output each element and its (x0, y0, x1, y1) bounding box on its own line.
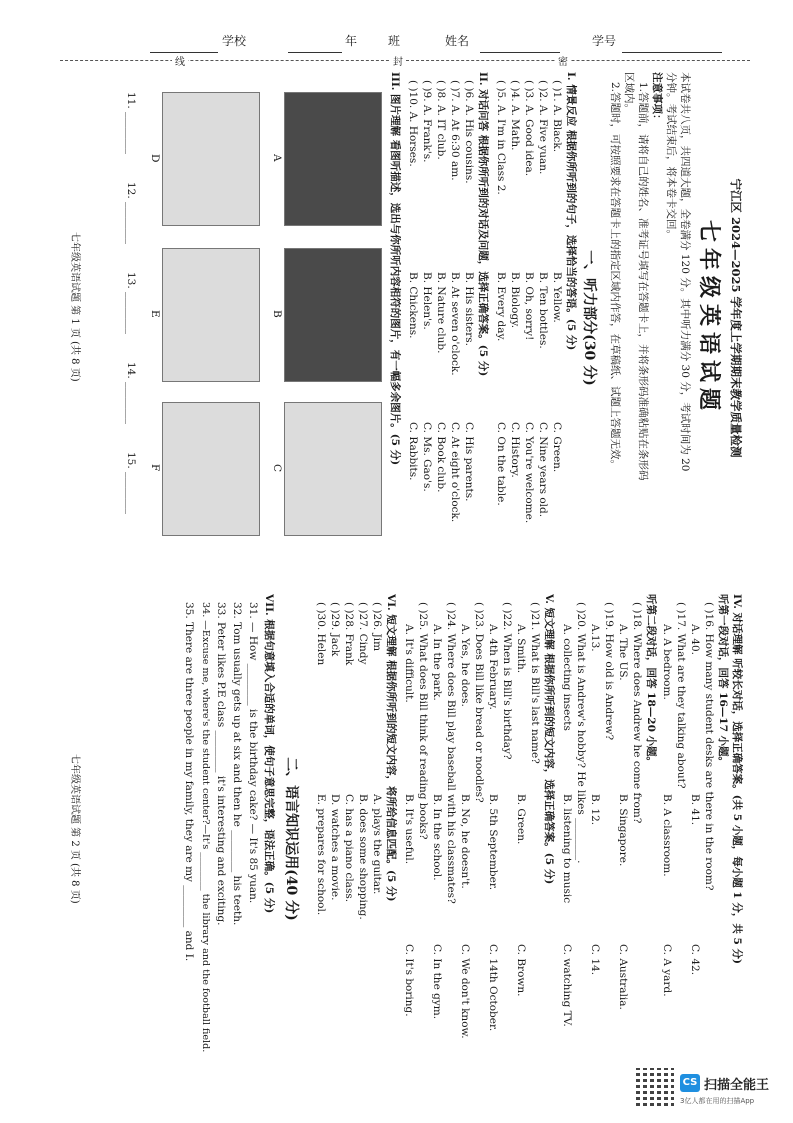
picture-a (284, 92, 382, 226)
picture-label: E (149, 310, 161, 318)
intro-line: 分钟。考试结束后，将本卷卡交回。 (665, 72, 677, 240)
option: B. Biology. (509, 272, 521, 329)
picture-label: D (149, 154, 161, 163)
picture-label: A (271, 154, 283, 162)
answer-blank-13[interactable]: 13. ________ (125, 272, 137, 335)
part7-heading: VII. 根据句意填入合适的单词，使句子意思完整，语法正确。(5 分) (263, 594, 275, 914)
option: C. On the table. (495, 422, 507, 506)
intro-line: 1.答题前，请将自己的姓名、准考证号填写在答题卡上，并将条形码准确粘贴在条形码 (637, 82, 649, 481)
option: B. It's useful. (403, 794, 415, 865)
option: B. Ten bottles. (537, 272, 549, 349)
picture-f (162, 402, 260, 536)
dialog1-note: 听第一段对话，回答 16—17 小题。 (717, 594, 729, 768)
option: C. 14th October. (487, 944, 499, 1032)
option: A. collecting insects (561, 624, 573, 731)
part3-heading: III. 图片理解 看图听描述，选出与你所听内容相符的图片，有一幅多余图片。(5 分) (389, 72, 401, 466)
dialog2-note: 听第二段对话，回答 18—20 小题。 (645, 594, 657, 768)
option: B. Yellow. (551, 272, 563, 323)
answer-blank-11[interactable]: 11. ________ (125, 92, 137, 155)
option: C. Green. (551, 422, 563, 473)
question-7: ( )7. A. At 6:30 am. (449, 80, 461, 181)
option: B. Singapore. (617, 794, 629, 867)
picture-e (162, 248, 260, 382)
answer-blank-14[interactable]: 14. ________ (125, 362, 137, 425)
option: A. It's difficult. (403, 624, 415, 703)
match-option: A. plays the guitar. (371, 794, 383, 895)
part6-heading: VI. 短文理解 根据你所听到的短文内容，将所给信息匹配。(5 分) (385, 594, 397, 902)
class-label: 班 (388, 34, 401, 48)
picture-label: B (271, 310, 283, 318)
option: B. A classroom. (661, 794, 673, 877)
question-34: 34. —Excuse me, where's the student center?—It's ________ the library and the football field. (200, 602, 211, 1053)
listening-section-title: 一、听力部分(30 分) (581, 250, 597, 386)
option: A. 4th February. (487, 624, 499, 710)
exam-page-2 (60, 594, 750, 1084)
option: B. No, he doesn't. (459, 794, 471, 889)
option: B. Every day. (495, 272, 507, 342)
option: C. Book club. (435, 422, 447, 493)
option: C. We don't know. (459, 944, 471, 1039)
match-item: ( )29. Jack (329, 602, 341, 657)
option: A. Smith. (515, 624, 527, 674)
question-19: ( )19. How old is Andrew? (603, 602, 615, 741)
option: B. Green. (515, 794, 527, 845)
question-23: ( )23. Does Bill like bread or noodles? (473, 602, 485, 803)
option: A. Yes, he does. (459, 624, 471, 707)
question-6: ( )6. A. His cousins. (463, 80, 475, 184)
intro-line: 本试卷共八页，共四道大题，全卷满分 120 分。其中听力满分 30 分，考试时间为 20 (679, 72, 691, 472)
notes-heading: 注意事项： (651, 72, 663, 125)
seal-char-xian: 线 (172, 53, 188, 68)
option: C. Rabbits. (407, 422, 419, 481)
exam-header (60, 20, 750, 68)
school-label: 学校 (222, 34, 247, 48)
rotated-exam-sheet (60, 72, 750, 1087)
question-16: ( )16. How many student desks are there in the room? (703, 602, 715, 891)
question-8: ( )8. A. IT club. (435, 80, 447, 160)
page-footer: 七年级英语试题 第 2 页 (共 8 页) (69, 754, 80, 904)
option: A. A bedroom. (661, 624, 673, 700)
question-31: 31. — How ________ is the birthday cake? — It's 85 yuan. (247, 602, 259, 904)
option: C. It's boring. (403, 944, 415, 1017)
option: C. History. (509, 422, 521, 478)
name-label: 姓名 (445, 34, 470, 48)
question-24: ( )24. Where does Bill play baseball with his classmates? (445, 602, 457, 904)
scanner-watermark (636, 1068, 776, 1112)
option: B. Oh, sorry! (523, 272, 535, 341)
option: B. Nature club. (435, 272, 447, 354)
intro-line: 区域内。 (623, 72, 635, 114)
seal-line (60, 57, 750, 68)
option: B. His sisters. (463, 272, 475, 346)
question-35: 35. There are three people in my family, they are my ________ and I. (183, 602, 195, 962)
option: C. In the gym. (431, 944, 443, 1020)
picture-c (284, 402, 382, 536)
option: A. The US. (617, 624, 629, 681)
option: B. listening to music (561, 794, 573, 904)
question-20: ( )20. What is Andrew's hobby? He likes ________. (575, 602, 587, 864)
option: B. 41. (689, 794, 701, 826)
question-5: ( )5. A. I'm in Class 2. (495, 80, 507, 195)
exam-page-1 (60, 72, 750, 564)
scanner-tagline: 3亿人都在用的扫描App (680, 1097, 755, 1105)
intro-line: 2.答题时，可按照要求在答题卡上的指定区域内作答，在草稿纸、试题上答题无效。 (609, 82, 621, 471)
part4-heading: IV. 对话理解 听较长对话，选择正确答案。(共 5 小题，每小题 1 分，共 5 分) (731, 594, 743, 964)
seal-char-mi: 密 (555, 53, 571, 68)
option: C. Ms. Gao's. (421, 422, 433, 492)
picture-b (284, 248, 382, 382)
option: C. Nine years old. (537, 422, 549, 518)
part1-heading: I. 情景反应 根据你所听到的句子，选择恰当的答语。(5 分) (565, 72, 577, 351)
exam-title-line1: 宁江区 2024—2025 学年度上学期期末教学质量检测 (729, 178, 743, 458)
option: C. A yard. (661, 944, 673, 997)
option: B. In the school. (431, 794, 443, 881)
exam-title: 七年级英语试题 (696, 219, 722, 416)
question-18: ( )18. Where does Andrew he come from? (631, 602, 643, 824)
question-10: ( )10. A. Horses. (407, 80, 419, 167)
option: C. You're welcome. (523, 422, 535, 524)
picture-label: C (271, 464, 283, 473)
question-33: 33. Peter likes P.E class ________ it's interesting and exciting. (215, 602, 227, 926)
question-25: ( )25. What does Bill think of reading books? (417, 602, 429, 840)
page-footer: 七年级英语试题 第 1 页 (共 8 页) (69, 232, 80, 382)
option: C. His parents. (463, 422, 475, 502)
match-option: C. has a piano class. (343, 794, 355, 903)
scanner-app-name: 扫描全能王 (704, 1078, 770, 1093)
answer-blank-15[interactable]: 15. ________ (125, 452, 137, 515)
match-option: D. watches a movie. (329, 794, 341, 901)
option: C. 14. (589, 944, 601, 976)
picture-label: F (149, 464, 161, 472)
option: A.13. (589, 624, 601, 652)
part5-heading: V. 短文理解 根据你所听到的短文内容，选择正确答案。(5 分) (543, 594, 555, 885)
question-1: ( )1. A. Black. (551, 80, 563, 153)
option: A. 40. (689, 624, 701, 655)
camscanner-logo-icon: CS (680, 1074, 700, 1092)
question-9: ( )9. A. Frank's. (421, 80, 433, 163)
option: C. At eight o'clock. (449, 422, 461, 523)
match-item: ( )26. Jim (371, 602, 383, 652)
option: C. Australia. (617, 944, 629, 1010)
option: B. 12. (589, 794, 601, 826)
language-section-title: 二、语言知识运用(40 分) (283, 757, 299, 921)
option: B. 5th September. (487, 794, 499, 891)
match-option: B. does some shopping. (357, 794, 369, 920)
question-17: ( )17. What are they talking about? (675, 602, 687, 789)
question-3: ( )3. A. Good idea. (523, 80, 535, 177)
question-4: ( )4. A. Math. (509, 80, 521, 151)
option: B. Helen's. (421, 272, 433, 330)
option: B. At seven o'clock. (449, 272, 461, 376)
match-item: ( )30. Helen (315, 602, 327, 666)
grade-label: 年 (345, 34, 358, 48)
question-22: ( )22. When is Bill's birthday? (501, 602, 513, 760)
question-21: ( )21. What is Bill's last name? (529, 602, 541, 764)
option: A. In the park. (431, 624, 443, 701)
question-2: ( )2. A. Five yuan. (537, 80, 549, 175)
question-32: 32. Tom usually gets up at six and then he ________ his teeth. (231, 602, 243, 926)
part2-heading: II. 对话问答 根据你所听到的对话及问题，选择正确答案。(5 分) (477, 72, 489, 377)
answer-blank-12[interactable]: 12. ________ (125, 182, 137, 245)
match-item: ( )28. Frank (343, 602, 355, 666)
option: B. Chickens. (407, 272, 419, 339)
option: C. watching TV. (561, 944, 573, 1027)
match-option: E. prepares for school. (315, 794, 327, 916)
option: C. 42. (689, 944, 701, 976)
student-id-label: 学号 (592, 34, 617, 48)
option: C. Brown. (515, 944, 527, 997)
match-item: ( )27. Cindy (357, 602, 369, 665)
picture-d (162, 92, 260, 226)
seal-char-feng: 封 (390, 53, 406, 68)
